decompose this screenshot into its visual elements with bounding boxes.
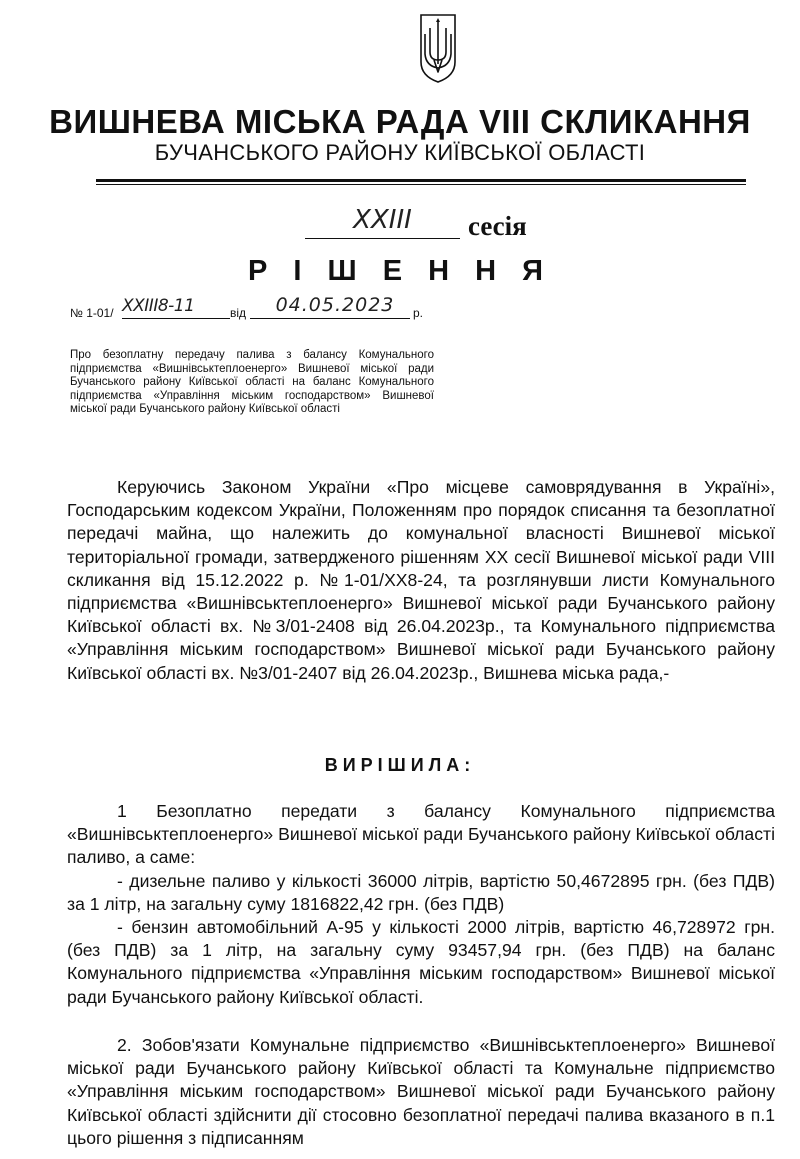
decision-number-prefix: № 1-01/	[70, 306, 114, 320]
session-number: XXIII	[353, 205, 412, 235]
council-region: БУЧАНСЬКОГО РАЙОНУ КИЇВСЬКОЇ ОБЛАСТІ	[154, 140, 646, 165]
decision-date: 04.05.2023	[275, 294, 395, 316]
decision-number-line	[70, 296, 450, 326]
decision-number-underline	[122, 318, 230, 319]
header-divider-thick	[96, 179, 746, 182]
item-1-intro: 1 Безоплатно передати з балансу Комунального підприємства «Вишнівськтеплоенерго» Вишневої міської ради Бучанського району Київської області паливо, а саме:	[67, 801, 775, 868]
decision-date-label: від	[230, 306, 247, 320]
decision-title: Р І Ш Е Н Н Я	[248, 255, 552, 287]
decision-subject: Про безоплатну передачу палива з балансу Комунального підприємства «Вишнівськтеплоенерго» Вишневої міської ради Бучанського району Київської області на баланс Комунального підприємства «Управління міським господарством» Вишневої міської ради Бучанського району Київської області	[70, 349, 434, 416]
resolved-heading: ВИРІШИЛА:	[324, 755, 476, 775]
decision-year-suffix: р.	[413, 306, 424, 320]
session-underline	[305, 238, 460, 239]
item-1-petrol: - бензин автомобільний А-95 у кількості 2000 літрів, вартістю 46,728972 грн. (без ПДВ) за 1 літр, на загальну суму 93457,94 грн. (без ПДВ) на баланс Комунального підприємства «Управління міським господарством» Вишневої міської ради Бучанського району Київської області.	[67, 917, 775, 1007]
decision-date-underline	[250, 318, 410, 319]
decision-number: XXIII8-11	[122, 296, 195, 316]
trident-emblem-icon	[418, 12, 458, 84]
council-name: ВИШНЕВА МІСЬКА РАДА VIII СКЛИКАННЯ	[49, 103, 751, 140]
item-2: 2. Зобов'язати Комунальне підприємство «Вишнівськтеплоенерго» Вишневої міської ради Бучанського району Київської області та Комунальне підприємство «Управління міським господарством» Вишневої міської ради Бучанського району Київської області здійснити дії стосовно безоплатної передачі палива вказаного в п.1 цього рішення з підписанням	[67, 1035, 775, 1148]
header-divider-thin	[96, 184, 746, 185]
item-1-diesel: - дизельне паливо у кількості 36000 літрів, вартістю 50,4672895 грн. (без ПДВ) за 1 літр, на загальну суму 1816822,42 грн. (без ПДВ)	[67, 871, 775, 915]
session-line	[305, 205, 565, 245]
preamble-paragraph: Керуючись Законом України «Про місцеве самоврядування в Україні», Господарським кодексом України, Положенням про порядок списання та безоплатної передачі майна, що належить до комунальної власності Вишневої міської територіальної громади, затвердженого рішенням XX сесії Вишневої міської ради VIII скликання від 15.12.2022 р. №1-01/XX8-24, та розглянувши листи Комунального підприємства «Вишнівськтеплоенерго» Вишневої міської ради Бучанського району Київської області вх. №3/01-2408 від 26.04.2023р., та Комунального підприємства «Управління міським господарством» Вишневої міської ради Бучанського району Київської області вх. №3/01-2407 від 26.04.2023р., Вишнева міська рада,-	[67, 477, 775, 683]
session-label: сесія	[468, 211, 527, 241]
